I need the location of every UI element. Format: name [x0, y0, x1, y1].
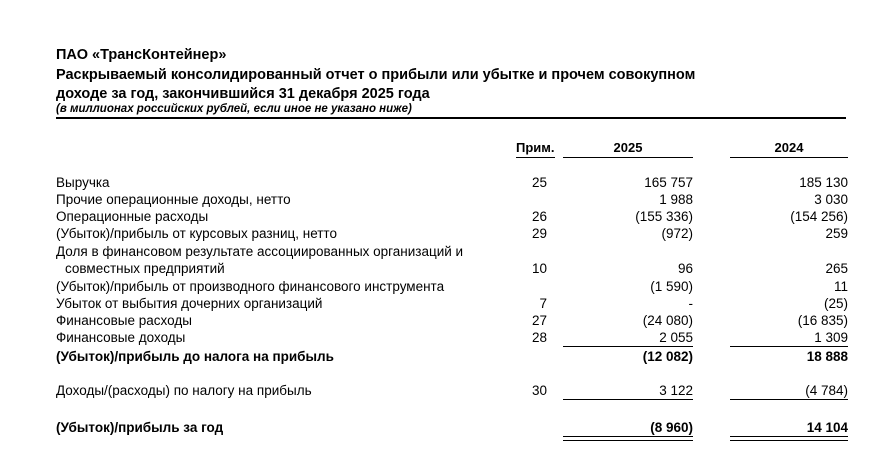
row-label: Убыток от выбытия дочерних организаций — [56, 296, 323, 311]
row-value-2025: 1 988 — [659, 192, 693, 207]
row-value-2024: 265 — [825, 261, 848, 276]
row-value-2024: 14 104 — [806, 420, 848, 435]
report-title-line-1: Раскрываемый консолидированный отчет о прибыли или убытке и прочем совокупном — [56, 67, 696, 83]
row-label: Доходы/(расходы) по налогу на прибыль — [56, 383, 312, 398]
row-note: 28 — [531, 330, 547, 345]
units-note: (в миллионах российских рублей, если иное не указано ниже) — [56, 103, 412, 115]
table-row — [0, 296, 877, 313]
report-title-line-2: доходе за год, закончившийся 31 декабря 2025 года — [56, 86, 430, 102]
total-double-rule-2025 — [563, 436, 693, 441]
row-value-2024: 259 — [825, 226, 848, 241]
row-value-2024: (16 835) — [797, 313, 848, 328]
row-value-2024: 3 030 — [814, 192, 848, 207]
row-value-2024: (154 256) — [790, 209, 848, 224]
table-row — [0, 330, 877, 347]
row-note: 10 — [531, 261, 547, 276]
row-value-2024: 1 309 — [814, 330, 848, 345]
total-top-rule-2024 — [730, 399, 848, 400]
row-value-2025: (1 590) — [650, 279, 693, 294]
row-value-2025: 2 055 — [659, 330, 693, 345]
row-label: (Убыток)/прибыль до налога на прибыль — [56, 349, 334, 364]
row-label: совместных предприятий — [65, 261, 225, 276]
row-label: (Убыток)/прибыль за год — [56, 420, 224, 435]
row-value-2025: (24 080) — [642, 313, 693, 328]
row-value-2024: 11 — [833, 279, 848, 294]
table-row — [0, 420, 877, 437]
table-row — [0, 244, 877, 261]
row-value-2024: (25) — [823, 296, 848, 311]
total-top-rule-2025 — [563, 399, 693, 400]
table-row — [0, 192, 877, 209]
row-value-2025: 165 757 — [644, 175, 693, 190]
year-2024-column-header: 2024 — [730, 140, 848, 158]
row-value-2025: (972) — [661, 226, 693, 241]
row-label: Операционные расходы — [56, 209, 209, 224]
row-label: Финансовые доходы — [56, 330, 186, 345]
total-double-rule-2024 — [730, 436, 848, 441]
row-label: (Убыток)/прибыль от производного финансового инструмента — [56, 279, 445, 294]
row-value-2025: (8 960) — [650, 420, 693, 435]
table-row — [0, 175, 877, 192]
company-name: ПАО «ТрансКонтейнер» — [56, 47, 227, 63]
row-value-2025: - — [688, 296, 693, 311]
table-row — [0, 279, 877, 296]
row-label: Выручка — [56, 175, 110, 190]
note-column-header: Прим. — [516, 140, 555, 158]
table-row — [0, 349, 877, 366]
row-note: 30 — [531, 383, 547, 398]
row-note: 7 — [539, 296, 547, 311]
row-value-2025: 96 — [677, 261, 693, 276]
table-row — [0, 261, 877, 278]
table-row — [0, 209, 877, 226]
row-value-2024: (4 784) — [805, 383, 848, 398]
row-label: Финансовые расходы — [56, 313, 192, 328]
row-note: 29 — [531, 226, 547, 241]
subtotal-rule-2024 — [730, 346, 848, 347]
header-rule — [56, 117, 846, 119]
table-row — [0, 383, 877, 400]
row-label: (Убыток)/прибыль от курсовых разниц, нетто — [56, 226, 337, 241]
row-value-2025: 3 122 — [659, 383, 693, 398]
row-value-2025: (12 082) — [642, 349, 693, 364]
row-value-2024: 185 130 — [799, 175, 848, 190]
table-row — [0, 226, 877, 243]
row-value-2024: 18 888 — [806, 349, 848, 364]
year-2025-column-header: 2025 — [563, 140, 693, 158]
row-label: Прочие операционные доходы, нетто — [56, 192, 291, 207]
row-note: 25 — [531, 175, 547, 190]
row-value-2025: (155 336) — [635, 209, 693, 224]
row-note: 26 — [531, 209, 547, 224]
table-row — [0, 313, 877, 330]
row-label: Доля в финансовом результате ассоциированных организаций и — [56, 244, 464, 259]
row-note: 27 — [531, 313, 547, 328]
subtotal-rule-2025 — [563, 346, 693, 347]
